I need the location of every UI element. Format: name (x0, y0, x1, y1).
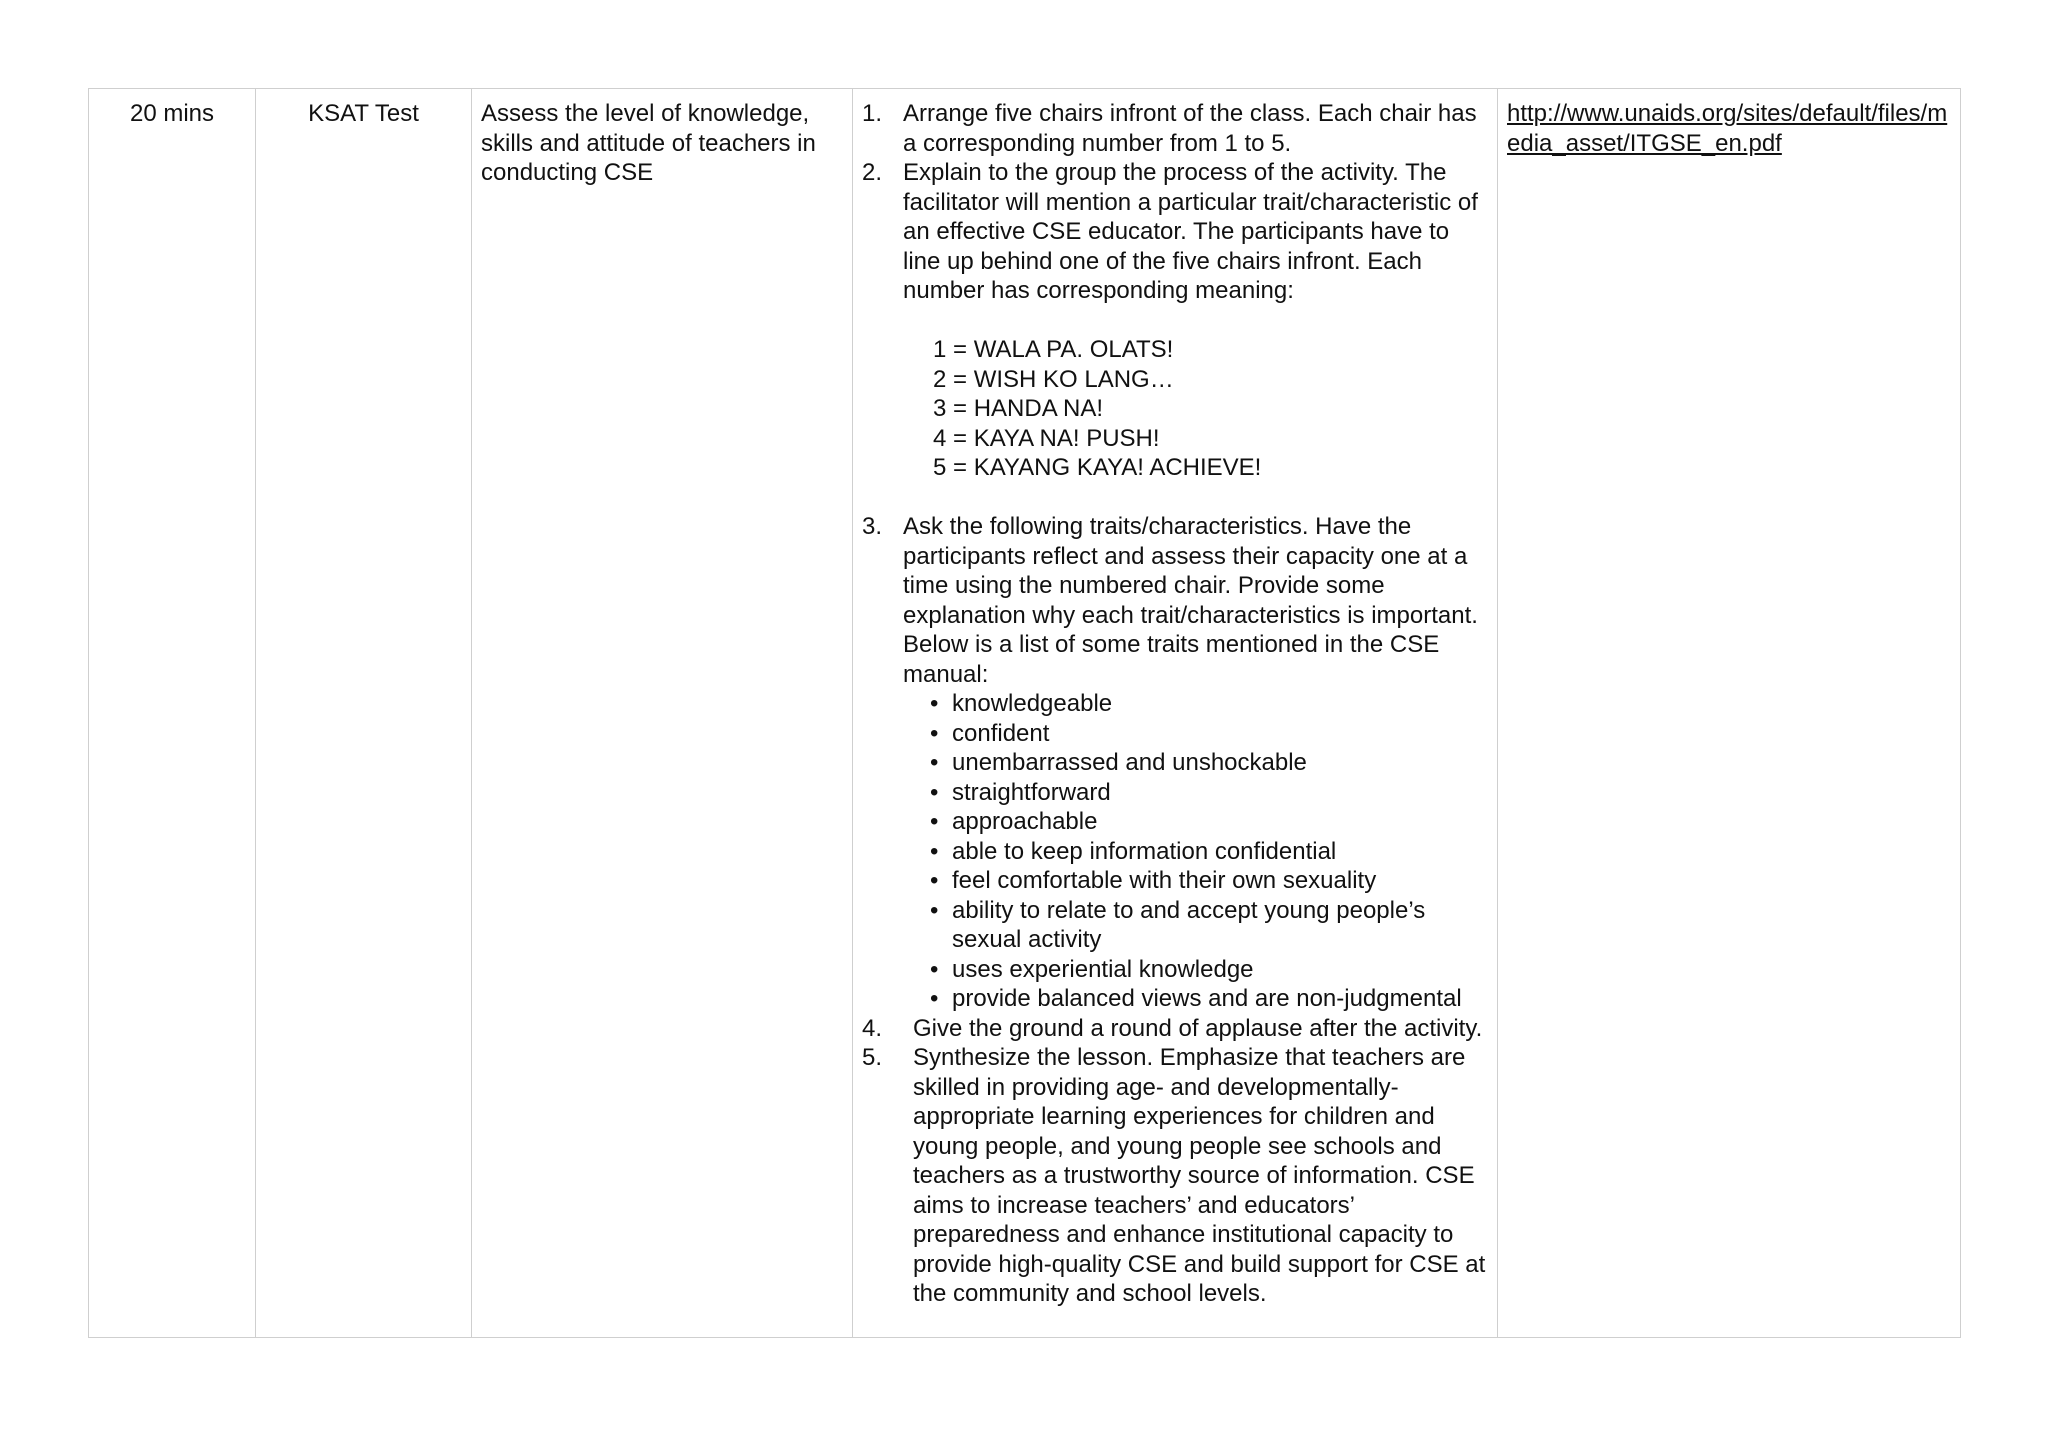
list-item: • confident (862, 719, 1488, 749)
scale-item: 4 = KAYA NA! PUSH! (933, 424, 1160, 452)
bullet-icon: • (930, 867, 939, 894)
traits-list (862, 689, 1488, 1014)
list-item: • unembarrassed and unshockable (862, 748, 1488, 778)
table-row (89, 89, 1961, 1338)
list-item: • approachable (862, 807, 1488, 837)
bullet-icon: • (930, 955, 939, 983)
scale-item: 1 = WALA PA. OLATS! (933, 336, 1174, 363)
bullet-icon: • (930, 690, 939, 717)
step-number: 3. (862, 513, 883, 540)
lesson-plan-table (88, 88, 1961, 1338)
time-cell: 20 mins (89, 89, 256, 1338)
step-text: Ask the following traits/characteristics. Have the participants reflect and assess their capacity one at a time using the numbered chair. Provide some explanation why each trait/characteristics is important. Below is a list of some traits mentioned in the CSE manual: (903, 513, 1478, 688)
list-item: • uses experiential knowledge (862, 955, 1488, 985)
bullet-icon: • (930, 749, 939, 776)
scale-item: 3 = HANDA NA! (933, 395, 1104, 422)
list-item: • provide balanced views and are non-judgmental (862, 984, 1488, 1014)
step-number: 2. (862, 159, 883, 186)
rating-scale (862, 335, 1488, 483)
list-item: • ability to relate to and accept young people’s sexual activity (862, 896, 1488, 955)
scale-item: 2 = WISH KO LANG… (933, 365, 1174, 393)
list-item: • knowledgeable (862, 689, 1488, 719)
reference-link[interactable]: http://www.unaids.org/sites/default/files/media_asset/ITGSE_en.pdf (1507, 100, 1948, 157)
activity-cell: KSAT Test (256, 89, 472, 1338)
list-item: • straightforward (862, 778, 1488, 808)
step-text: Explain to the group the process of the activity. The facilitator will mention a particular trait/characteristic of an effective CSE educator. The participants have to line up behind one of the five chairs infront. Each number has corresponding meaning: (903, 159, 1478, 304)
bullet-icon: • (930, 719, 939, 747)
bullet-icon: • (930, 896, 939, 924)
step-text: Synthesize the lesson. Emphasize that teachers are skilled in providing age- and developmentally-appropriate learning experiences for children and young people, and young people see schools and teachers as a trustworthy source of information. CSE aims to increase teachers’ and educators’ preparedness and enhance institutional capacity to provide high-quality CSE and build support for CSE at the community and school levels. (913, 1044, 1486, 1307)
list-item: • feel comfortable with their own sexuality (862, 866, 1488, 896)
list-item: • able to keep information confidential (862, 837, 1488, 867)
step-number: 5. (862, 1044, 883, 1071)
step-text: Give the ground a round of applause after the activity. (913, 1014, 1483, 1042)
step-2 (862, 158, 1488, 306)
bullet-icon: • (930, 837, 939, 865)
step-4 (862, 1014, 1488, 1044)
step-1 (862, 99, 1488, 158)
bullet-icon: • (930, 985, 939, 1012)
objective-cell: Assess the level of knowledge, skills and attitude of teachers in conducting CSE (472, 89, 853, 1338)
procedure-cell (853, 89, 1498, 1338)
step-text: Arrange five chairs infront of the class. Each chair has a corresponding number from 1 to 5. (903, 100, 1477, 157)
step-3 (862, 512, 1488, 689)
step-5 (862, 1043, 1488, 1309)
bullet-icon: • (930, 778, 939, 806)
step-number: 1. (862, 100, 883, 127)
bullet-icon: • (930, 808, 939, 835)
scale-item: 5 = KAYANG KAYA! ACHIEVE! (933, 454, 1262, 481)
reference-cell (1498, 89, 1961, 1338)
step-number: 4. (862, 1014, 883, 1042)
